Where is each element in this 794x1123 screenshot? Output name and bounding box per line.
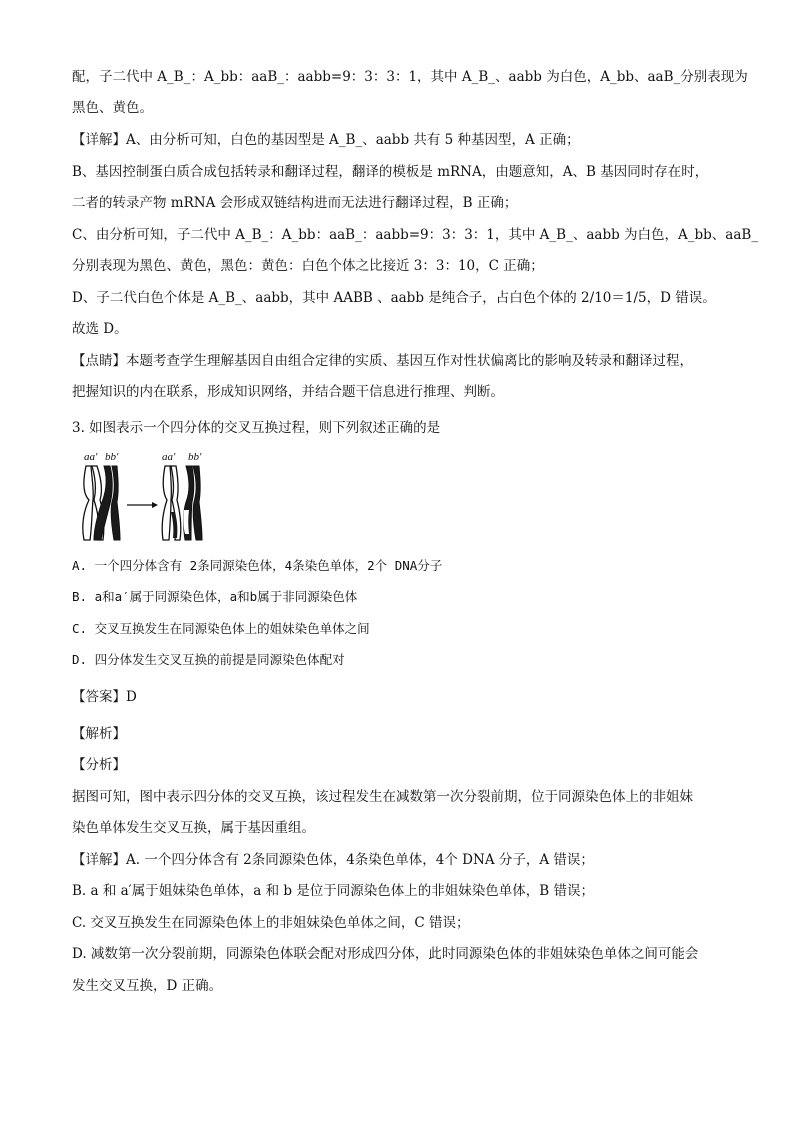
arrow-icon [127, 502, 158, 508]
tetrad-before [83, 466, 120, 540]
label-bb-left: bb′ [105, 451, 119, 463]
answer: 【答案】D [72, 689, 137, 705]
chromosome-diagram [72, 450, 217, 545]
label-bb-right: bb′ [188, 451, 202, 463]
detail-line: C. 交叉互换发生在同源染色体上的非姐妹染色单体之间，C 错误； [72, 915, 470, 931]
text-line: C、由分析可知，子二代中 A_B_：A_bb：aaB_：aabb=9：3：3：1，其中 A_B_、aabb 为白色，A_bb、aaB_ [72, 227, 759, 243]
question-stem: 3. 如图表示一个四分体的交叉互换过程，则下列叙述正确的是 [72, 420, 441, 436]
text-line: D、子二代白色个体是 A_B_、aabb，其中 AABB 、aabb 是纯合子，占白色个体的 2/10＝1/5，D 错误。 [72, 290, 716, 306]
text-line: 【点睛】本题考查学生理解基因自由组合定律的实质、基因互作对性状偏离比的影响及转录和翻译过程， [72, 353, 693, 369]
label-aa-right: aa′ [162, 451, 176, 463]
tetrad-crossover-figure [72, 450, 217, 545]
text-line: B、基因控制蛋白质合成包括转录和翻译过程，翻译的模板是 mRNA，由题意知，A、B 基因同时存在时， [72, 164, 709, 180]
detail-line: D. 减数第一次分裂前期，同源染色体联会配对形成四分体，此时同源染色体的非姐妹染色单体之间可能会 [72, 946, 699, 962]
text-line: 【详解】A、由分析可知，白色的基因型是 A_B_、aabb 共有 5 种基因型，A 正确； [72, 132, 580, 148]
label-aa-left: aa′ [84, 451, 98, 463]
detail-line: 发生交叉互换，D 正确。 [72, 978, 223, 994]
text-line: 黑色、黄色。 [72, 100, 153, 116]
text-line: 二者的转录产物 mRNA 会形成双链结构进而无法进行翻译过程，B 正确； [72, 195, 518, 211]
text-line: 故选 D。 [72, 321, 128, 337]
tetrad-after [162, 466, 202, 540]
option-b: B. a和a′属于同源染色体，a和b属于非同源染色体 [72, 589, 358, 604]
detail-line: B. a 和 a′属于姐妹染色单体，a 和 b 是位于同源染色体上的非姐妹染色单体，B 错误； [72, 883, 595, 899]
fenxi-heading: 【分析】 [72, 757, 126, 773]
text-line: 分别表现为黑色、黄色，黑色：黄色：白色个体之比接近 3：3：10，C 正确； [72, 258, 544, 274]
fenxi-line: 染色单体发生交叉互换，属于基因重组。 [72, 820, 315, 836]
fenxi-line: 据图可知，图中表示四分体的交叉互换，该过程发生在减数第一次分裂前期，位于同源染色体上的非姐妹 [72, 789, 693, 805]
text-line: 把握知识的内在联系，形成知识网络，并结合题干信息进行推理、判断。 [72, 384, 504, 400]
option-d: D. 四分体发生交叉互换的前提是同源染色体配对 [72, 652, 345, 667]
option-c: C. 交叉互换发生在同源染色体上的姐妹染色单体之间 [72, 621, 370, 636]
analysis-heading: 【解析】 [72, 726, 126, 742]
option-a: A. 一个四分体含有 2条同源染色体，4条染色单体，2个 DNA分子 [72, 558, 443, 573]
detail-line: 【详解】A. 一个四分体含有 2条同源染色体，4条染色单体，4个 DNA 分子，A 错误； [72, 852, 594, 868]
text-line: 配，子二代中 A_B_：A_bb：aaB_：aabb=9：3：3：1，其中 A_B_、aabb 为白色，A_bb、aaB_分别表现为 [72, 69, 748, 85]
